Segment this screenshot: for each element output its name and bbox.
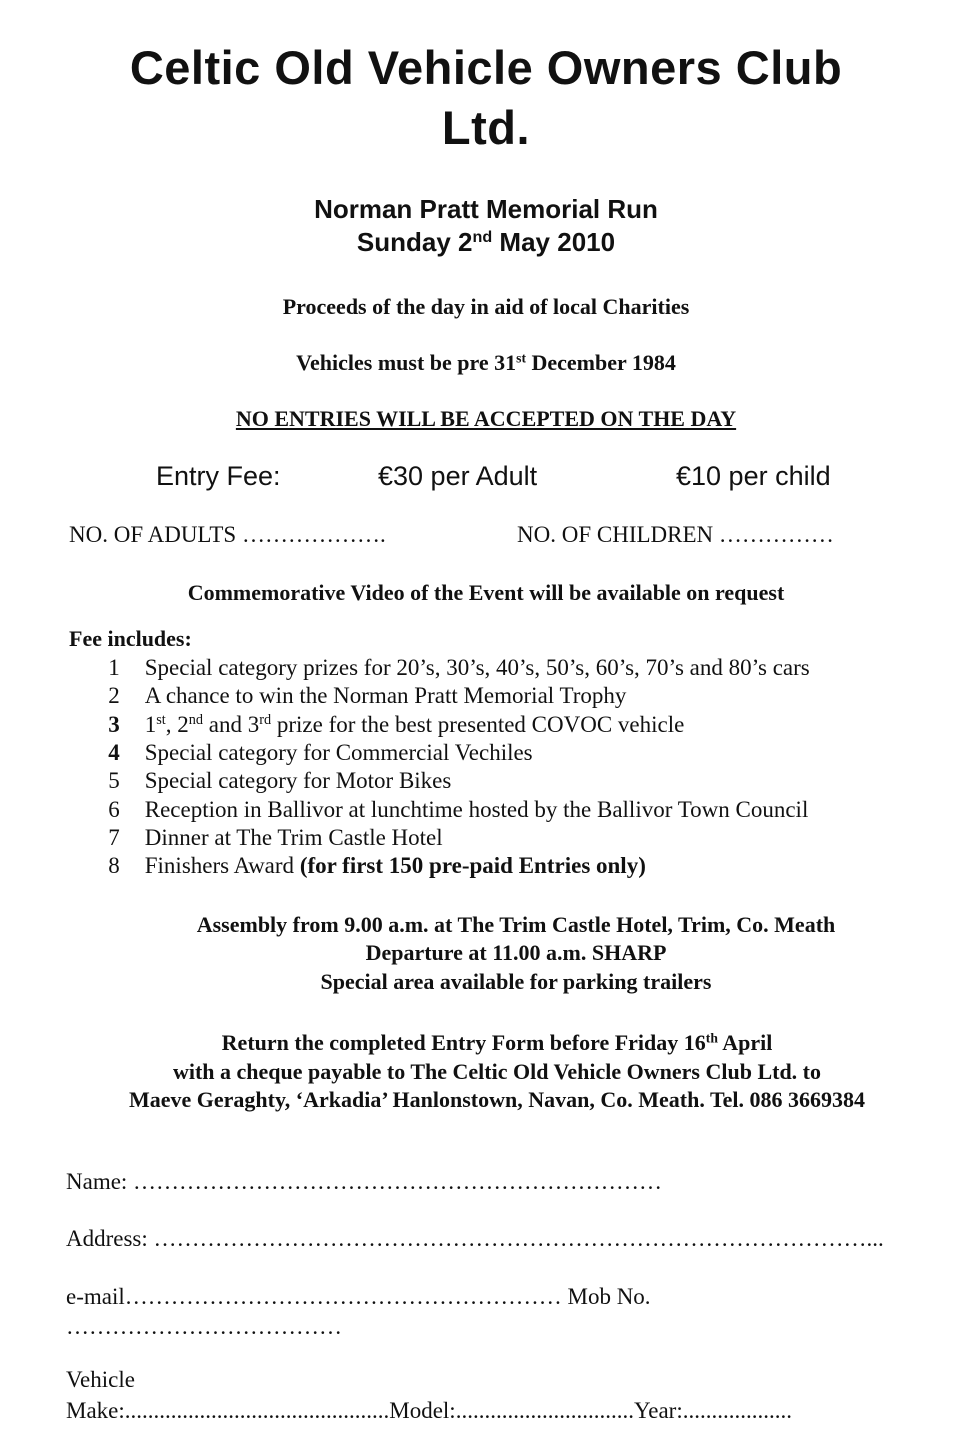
list-item-text: Special category prizes for 20’s, 30’s, 40’s, 50’s, 60’s, 70’s and 80’s cars	[144, 655, 810, 680]
list-item	[103, 655, 810, 681]
prize-second: , 2	[165, 712, 189, 737]
list-item-text: Dinner at The Trim Castle Hotel	[144, 825, 443, 850]
event-date-sup: nd	[472, 228, 493, 247]
return-line-1-sup: th	[705, 1030, 718, 1046]
list-item-text: Reception in Ballivor at lunchtime hosted by the Ballivor Town Council	[144, 797, 809, 822]
return-line-1-prefix: Return the completed Entry Form before Friday 16	[221, 1030, 706, 1055]
no-entries-notice: NO ENTRIES WILL BE ACCEPTED ON THE DAY	[235, 406, 737, 431]
list-item	[103, 797, 808, 823]
vehicle-label: Vehicle	[66, 1367, 135, 1392]
prize-second-sup: nd	[188, 712, 204, 729]
event-date	[0, 226, 972, 258]
return-line-1-suffix: April	[717, 1030, 773, 1055]
list-item-number: 5	[108, 768, 120, 793]
list-item-text	[145, 712, 685, 737]
mobile-number-dots[interactable]: ………………………………	[66, 1314, 342, 1339]
return-line-1	[0, 1030, 972, 1056]
address-field[interactable]: Address: …………………………………………………………………………………...	[66, 1226, 884, 1251]
list-item	[103, 712, 684, 738]
list-item	[103, 768, 451, 794]
return-line-3: Maeve Geraghty, ‘Arkadia’ Hanlonstown, Navan, Co. Meath. Tel. 086 3669384	[129, 1087, 865, 1112]
return-line-2: with a cheque payable to The Celtic Old Vehicle Owners Club Ltd. to	[172, 1059, 822, 1084]
list-item-number: 1	[108, 655, 120, 680]
assembly-line-2: Departure at 11.00 a.m. SHARP	[365, 940, 667, 965]
list-item-text: Special category for Commercial Vechiles	[144, 740, 533, 765]
number-of-adults-field[interactable]: NO. OF ADULTS ……………….	[69, 522, 386, 547]
assembly-line-1: Assembly from 9.00 a.m. at The Trim Castle Hotel, Trim, Co. Meath	[196, 912, 836, 937]
list-item-number: 6	[108, 797, 120, 822]
proceeds-notice: Proceeds of the day in aid of local Charities	[282, 294, 690, 319]
list-item-text: Finishers Award	[144, 853, 300, 878]
assembly-line-3: Special area available for parking trailers	[320, 969, 712, 994]
list-item	[103, 740, 533, 766]
prize-third-sup: rd	[259, 712, 272, 729]
prize-third: and 3	[203, 712, 260, 737]
prize-rest: prize for the best presented COVOC vehicle	[271, 712, 685, 737]
event-date-suffix: May 2010	[492, 227, 616, 257]
vehicles-notice-sup: st	[516, 350, 526, 366]
vehicles-notice-suffix: December 1984	[525, 350, 676, 375]
prize-first: 1	[144, 712, 157, 737]
list-item-bold-text: (for first 150 pre-paid Entries only)	[299, 853, 646, 878]
vehicle-make-model-year-field[interactable]: Make:..............................................Model:...............................Year:...................	[66, 1398, 792, 1423]
list-item	[103, 683, 626, 709]
club-title-line-1: Celtic Old Vehicle Owners Club	[129, 41, 843, 94]
name-field[interactable]: Name: ……………………………………………………………	[66, 1169, 663, 1194]
number-of-children-field[interactable]: NO. OF CHILDREN ……………	[517, 522, 834, 547]
child-fee: €10 per child	[676, 461, 831, 491]
prize-first-sup: st	[156, 712, 166, 729]
event-date-prefix: Sunday 2	[356, 227, 473, 257]
list-item-number: 7	[108, 825, 120, 850]
list-item-number: 2	[108, 683, 120, 708]
list-item	[103, 853, 646, 879]
entry-fee-label: Entry Fee:	[156, 461, 281, 491]
club-title-line-2: Ltd.	[441, 101, 531, 154]
fee-includes-heading: Fee includes:	[69, 626, 192, 651]
vehicles-notice	[0, 350, 972, 376]
email-mobile-field[interactable]: e-mail………………………………………………… Mob No.	[66, 1284, 651, 1309]
vehicles-notice-prefix: Vehicles must be pre 31	[296, 350, 517, 375]
event-name: Norman Pratt Memorial Run	[314, 194, 658, 224]
video-notice: Commemorative Video of the Event will be available on request	[187, 580, 785, 605]
list-item-number: 3	[108, 712, 120, 737]
list-item-number: 4	[108, 740, 120, 765]
list-item	[103, 825, 443, 851]
list-item-text: A chance to win the Norman Pratt Memorial Trophy	[144, 683, 627, 708]
adult-fee: €30 per Adult	[378, 461, 538, 491]
list-item-text: Special category for Motor Bikes	[144, 768, 452, 793]
list-item-number: 8	[108, 853, 120, 878]
